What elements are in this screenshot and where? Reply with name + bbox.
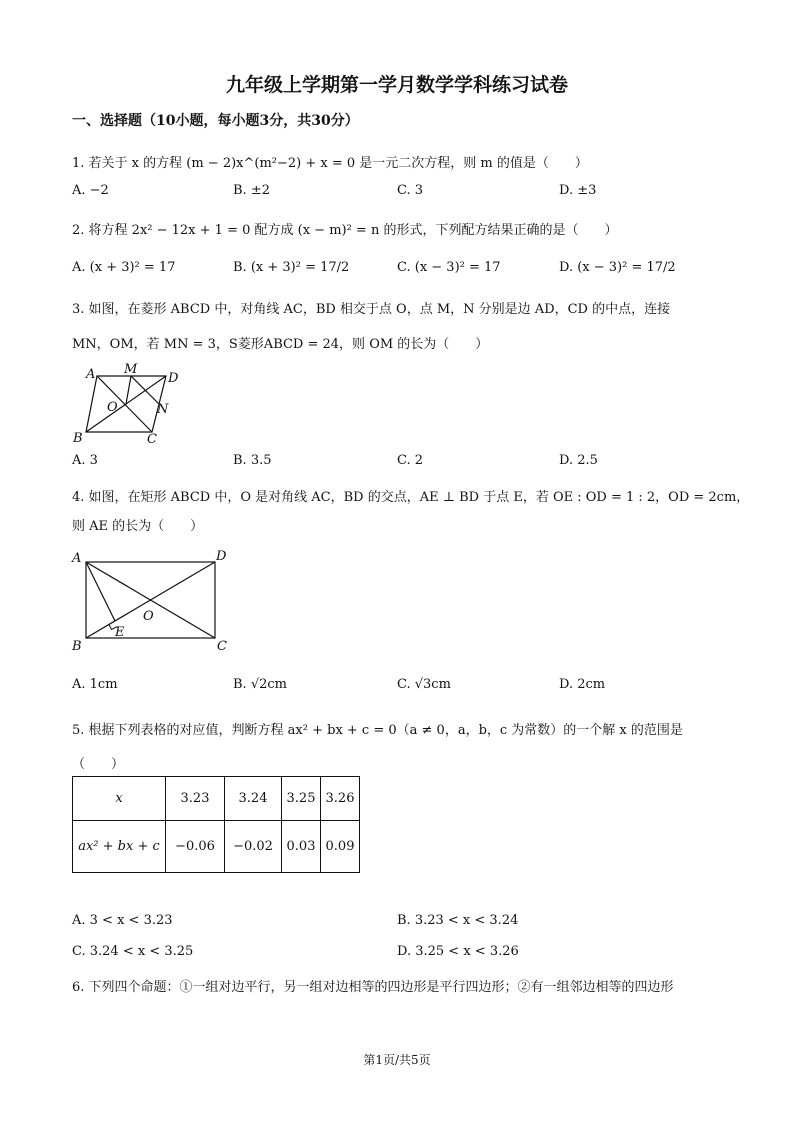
table-cell: −0.06 bbox=[166, 821, 225, 873]
q1-option-a: A. −2 bbox=[72, 183, 109, 198]
table-cell: 3.25 bbox=[282, 777, 321, 821]
q1-option-d: D. ±3 bbox=[559, 183, 597, 198]
table-header-cell: x bbox=[73, 777, 166, 821]
table-cell: 3.26 bbox=[321, 777, 360, 821]
q3-option-d: D. 2.5 bbox=[559, 453, 598, 468]
question-1-stem: 1. 若关于 x 的方程 (m − 2)x^(m²−2) + x = 0 是一元二次方程，则 m 的值是（ ） bbox=[72, 156, 588, 171]
question-3-stem-line2: MN，OM，若 MN = 3，S菱形ABCD = 24，则 OM 的长为（ ） bbox=[72, 337, 489, 352]
q3-option-c: C. 2 bbox=[397, 453, 424, 468]
label-a: A bbox=[72, 551, 82, 566]
label-c: C bbox=[217, 639, 227, 654]
q5-option-b: B. 3.23 < x < 3.24 bbox=[397, 913, 519, 928]
label-m: M bbox=[124, 362, 138, 377]
diagonal-ac bbox=[97, 376, 152, 432]
q1-option-c: C. 3 bbox=[397, 183, 424, 198]
q4-option-d: D. 2cm bbox=[559, 677, 606, 692]
label-o: O bbox=[143, 609, 154, 624]
label-d: D bbox=[216, 549, 227, 564]
table-cell: 3.23 bbox=[166, 777, 225, 821]
table-header-cell: ax² + bx + c bbox=[73, 821, 166, 873]
q4-option-b: B. √2cm bbox=[233, 677, 287, 692]
rectangle-figure bbox=[68, 545, 238, 657]
label-o: O bbox=[107, 400, 118, 415]
table-cell: 3.24 bbox=[225, 777, 282, 821]
q2-option-b: B. (x + 3)² = 17/2 bbox=[233, 260, 350, 275]
q5-option-d: D. 3.25 < x < 3.26 bbox=[397, 944, 519, 959]
q5-option-a: A. 3 < x < 3.23 bbox=[72, 913, 173, 928]
table-cell: −0.02 bbox=[225, 821, 282, 873]
table-cell: 0.09 bbox=[321, 821, 360, 873]
table-row bbox=[73, 777, 360, 821]
label-e: E bbox=[115, 625, 125, 640]
table-cell: 0.03 bbox=[282, 821, 321, 873]
page-title: 九年级上学期第一学月数学学科练习试卷 bbox=[225, 74, 568, 96]
question-4-stem-line2: 则 AE 的长为（ ） bbox=[72, 519, 204, 534]
segment-om bbox=[126, 376, 131, 404]
q1-option-b: B. ±2 bbox=[233, 183, 270, 198]
q2-option-a: A. (x + 3)² = 17 bbox=[72, 260, 176, 275]
table-row bbox=[73, 821, 360, 873]
label-b: B bbox=[72, 639, 82, 654]
value-table bbox=[72, 776, 360, 873]
q2-option-c: C. (x − 3)² = 17 bbox=[397, 260, 501, 275]
q4-option-a: A. 1cm bbox=[72, 677, 118, 692]
q3-option-a: A. 3 bbox=[72, 453, 98, 468]
label-n: N bbox=[157, 402, 169, 417]
question-4-stem-line1: 4. 如图，在矩形 ABCD 中，O 是对角线 AC，BD 的交点，AE ⊥ BD 于点 E，若 OE : OD = 1 : 2，OD = 2cm， bbox=[72, 490, 750, 505]
q4-option-c: C. √3cm bbox=[397, 677, 451, 692]
page-footer: 第1页/共5页 bbox=[363, 1053, 431, 1067]
question-3-stem-line1: 3. 如图，在菱形 ABCD 中，对角线 AC，BD 相交于点 O，点 M，N 分别是边 AD，CD 的中点，连接 bbox=[72, 302, 671, 317]
question-6-stem: 6. 下列四个命题：①一组对边平行，另一组对边相等的四边形是平行四边形；②有一组邻边相等的四边形 bbox=[72, 980, 674, 995]
rhombus-figure bbox=[70, 360, 190, 448]
question-5-stem-line2: （ ） bbox=[72, 757, 125, 772]
question-2-stem: 2. 将方程 2x² − 12x + 1 = 0 配方成 (x − m)² = n 的形式，下列配方结果正确的是（ ） bbox=[72, 223, 618, 238]
q5-option-c: C. 3.24 < x < 3.25 bbox=[72, 944, 194, 959]
section-heading: 一、选择题（10小题，每小题3分，共30分） bbox=[72, 113, 359, 129]
question-5-stem: 5. 根据下列表格的对应值，判断方程 ax² + bx + c = 0（a ≠ 0，a，b，c 为常数）的一个解 x 的范围是 bbox=[72, 723, 683, 738]
segment-mn bbox=[131, 376, 159, 404]
q3-option-b: B. 3.5 bbox=[233, 453, 272, 468]
label-c: C bbox=[147, 432, 157, 447]
label-a: A bbox=[86, 367, 96, 382]
label-d: D bbox=[168, 371, 179, 386]
label-b: B bbox=[73, 431, 83, 446]
q2-option-d: D. (x − 3)² = 17/2 bbox=[559, 260, 676, 275]
